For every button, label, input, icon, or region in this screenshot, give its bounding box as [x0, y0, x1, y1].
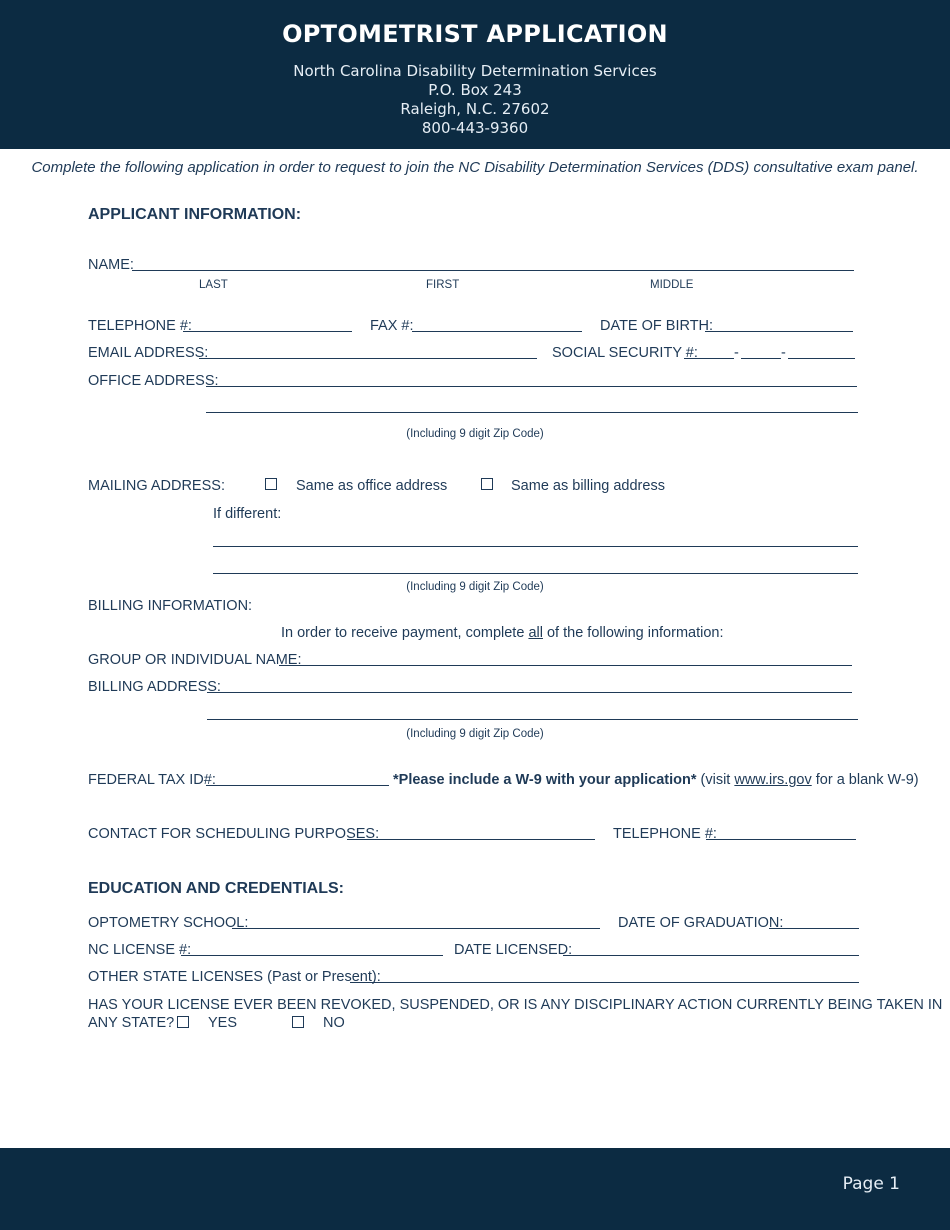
name-part-last: LAST: [199, 279, 228, 291]
irs-link[interactable]: www.irs.gov: [734, 772, 812, 788]
same-as-office-label: Same as office address: [296, 478, 448, 494]
telephone-label: TELEPHONE #:: [88, 318, 192, 334]
name-label: NAME:: [88, 257, 134, 273]
office-address-field-1[interactable]: [206, 386, 857, 387]
same-as-billing-checkbox[interactable]: [481, 478, 493, 490]
other-licenses-label: OTHER STATE LICENSES (Past or Present):: [88, 969, 381, 985]
office-zip-note: (Including 9 digit Zip Code): [406, 428, 544, 440]
contact-telephone-label: TELEPHONE #:: [613, 826, 717, 842]
billing-zip-note: (Including 9 digit Zip Code): [406, 728, 544, 740]
nc-license-field[interactable]: [181, 955, 443, 956]
ssn-field-part3[interactable]: [788, 358, 855, 359]
footer-banner: [0, 1148, 950, 1230]
billing-info-label: BILLING INFORMATION:: [88, 598, 253, 614]
graduation-label: DATE OF GRADUATION:: [618, 915, 784, 931]
fax-field[interactable]: [412, 331, 582, 332]
office-address-field-2[interactable]: [206, 412, 858, 413]
city-address: Raleigh, N.C. 27602: [400, 100, 550, 118]
mailing-address-label: MAILING ADDRESS:: [88, 478, 225, 494]
tax-id-field[interactable]: [206, 785, 389, 786]
page-title: OPTOMETRIST APPLICATION: [282, 20, 668, 48]
graduation-field[interactable]: [769, 928, 859, 929]
school-field[interactable]: [232, 928, 600, 929]
mailing-address-field-2[interactable]: [213, 573, 858, 574]
dob-field[interactable]: [705, 331, 853, 332]
ssn-dash-1: -: [734, 345, 739, 361]
office-address-label: OFFICE ADDRESS:: [88, 373, 219, 389]
same-as-office-checkbox[interactable]: [265, 478, 277, 490]
billing-address-label: BILLING ADDRESS:: [88, 679, 221, 695]
agency-phone: 800-443-9360: [421, 119, 529, 137]
telephone-field[interactable]: [183, 331, 352, 332]
mailing-zip-note: (Including 9 digit Zip Code): [406, 581, 544, 593]
ssn-label: SOCIAL SECURITY #:: [552, 345, 698, 361]
intro-text: Complete the following application in order to request to join the NC Disability Determination Services (DDS) consultative exam panel.: [31, 159, 919, 176]
email-label: EMAIL ADDRESS:: [88, 345, 209, 361]
name-part-middle: MIDDLE: [650, 279, 694, 291]
scheduling-contact-field[interactable]: [347, 839, 595, 840]
ssn-dash-2: -: [781, 345, 786, 361]
revoked-no-checkbox[interactable]: [292, 1016, 304, 1028]
date-licensed-label: DATE LICENSED:: [454, 942, 573, 958]
revoked-question-line2: ANY STATE?: [88, 1015, 175, 1031]
header-banner: [0, 0, 950, 149]
revoked-question: HAS YOUR LICENSE EVER BEEN REVOKED, SUSPENDED, OR IS ANY DISCIPLINARY ACTION CURRENTLY BEING TAKEN IN: [88, 997, 943, 1013]
email-field[interactable]: [199, 358, 537, 359]
fax-label: FAX #:: [370, 318, 414, 334]
agency-name: North Carolina Disability Determination Services: [293, 62, 657, 80]
same-as-billing-label: Same as billing address: [511, 478, 665, 494]
w9-note: *Please include a W-9 with your application* (visit www.irs.gov for a blank W-9): [393, 772, 919, 788]
if-different-label: If different:: [213, 506, 282, 522]
revoked-no-label: NO: [323, 1015, 345, 1031]
po-box: P.O. Box 243: [428, 81, 522, 99]
revoked-yes-label: YES: [208, 1015, 238, 1031]
scheduling-contact-label: CONTACT FOR SCHEDULING PURPOSES:: [88, 826, 380, 842]
tax-id-label: FEDERAL TAX ID#:: [88, 772, 216, 788]
date-licensed-field[interactable]: [563, 955, 859, 956]
name-part-first: FIRST: [426, 279, 460, 291]
revoked-yes-checkbox[interactable]: [177, 1016, 189, 1028]
applicant-heading: APPLICANT INFORMATION:: [88, 206, 302, 223]
ssn-field-part2[interactable]: [741, 358, 781, 359]
contact-telephone-field[interactable]: [706, 839, 856, 840]
group-name-label: GROUP OR INDIVIDUAL NAME:: [88, 652, 302, 668]
ssn-field-part1[interactable]: [684, 358, 734, 359]
education-heading: EDUCATION AND CREDENTIALS:: [88, 880, 344, 897]
name-field[interactable]: [132, 270, 854, 271]
school-label: OPTOMETRY SCHOOL:: [88, 915, 249, 931]
page-number: Page 1: [842, 1174, 900, 1194]
group-name-field[interactable]: [279, 665, 852, 666]
billing-address-field-2[interactable]: [207, 719, 858, 720]
nc-license-label: NC LICENSE #:: [88, 942, 192, 958]
dob-label: DATE OF BIRTH:: [600, 318, 714, 334]
billing-instruction: In order to receive payment, complete all of the following information:: [281, 625, 724, 641]
mailing-address-field-1[interactable]: [213, 546, 858, 547]
other-licenses-field[interactable]: [350, 982, 859, 983]
billing-address-field-1[interactable]: [207, 692, 852, 693]
